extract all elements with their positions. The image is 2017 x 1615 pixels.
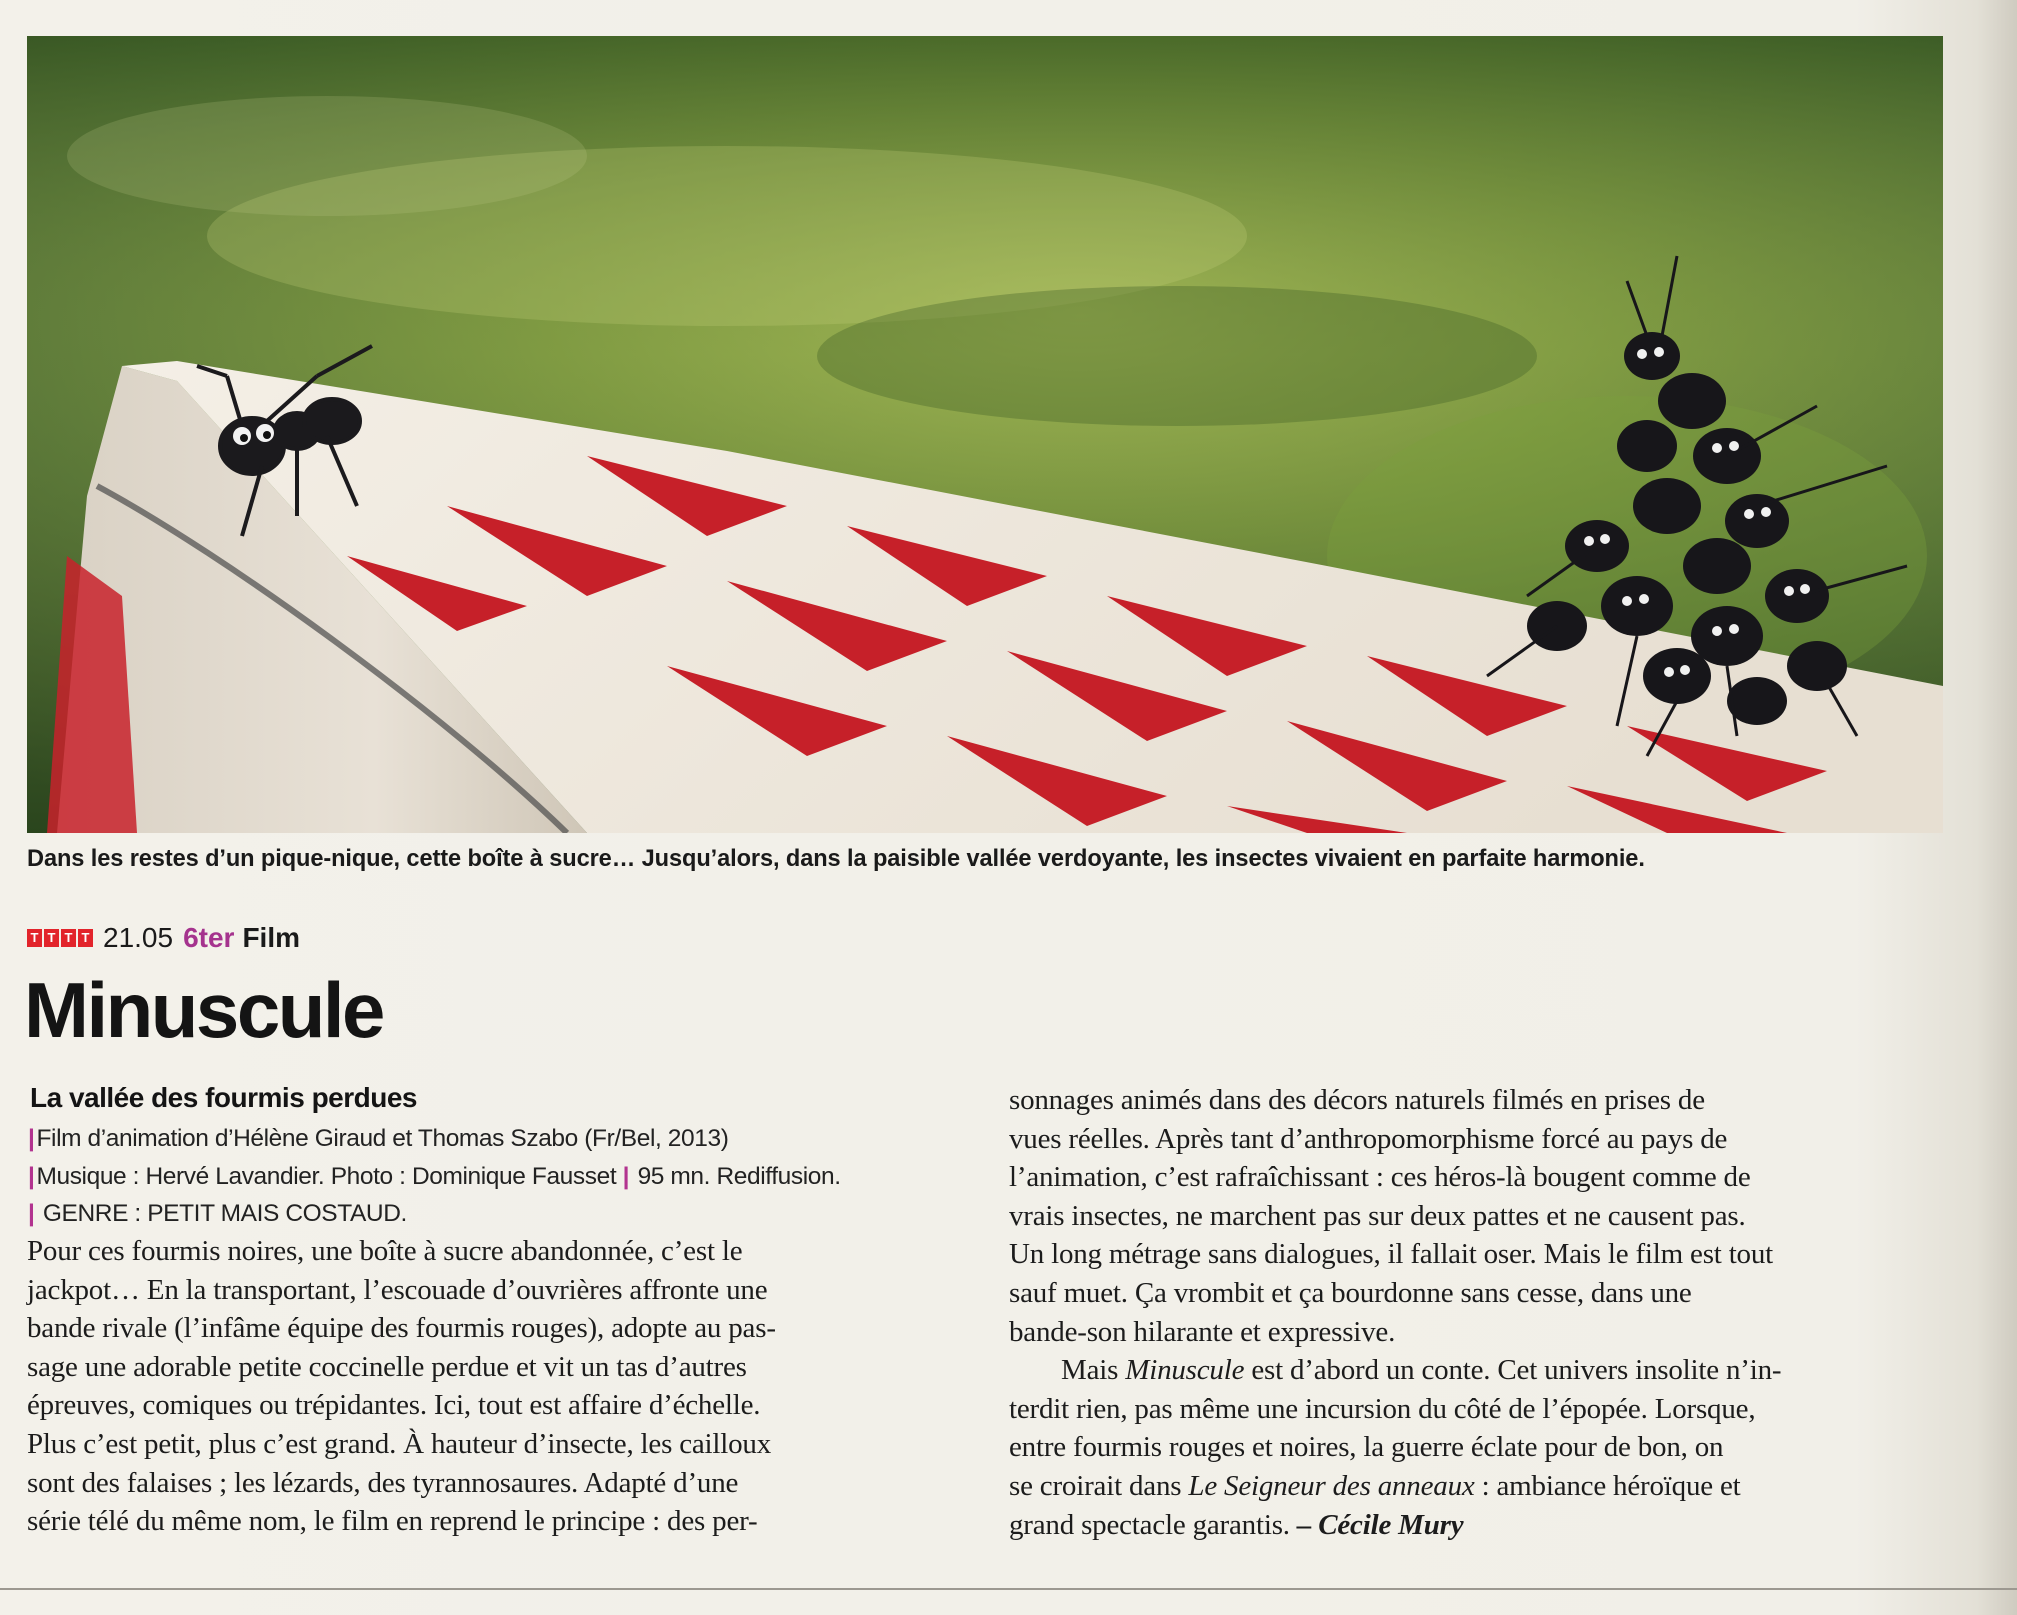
text-line: Mais Minuscule est d’abord un conte. Cet univers insolite n’in- xyxy=(1061,1354,1782,1387)
film-subtitle: La vallée des fourmis perdues xyxy=(30,1082,417,1113)
text-line: terdit rien, pas même une incursion du côté de l’épopée. Lorsque, xyxy=(1009,1392,1756,1425)
credits-line-1: |Film d’animation d’Hélène Giraud et Thomas Szabo (Fr/Bel, 2013) xyxy=(28,1125,729,1152)
bottom-rule xyxy=(0,1588,2017,1590)
text-line: vrais insectes, ne marchent pas sur deux pattes et ne causent pas. xyxy=(1009,1199,1746,1232)
film-still-photo xyxy=(27,36,1943,833)
credits-line-2: |Musique : Hervé Lavandier. Photo : Dominique Fausset | 95 mn. Rediffusion. xyxy=(28,1162,841,1190)
film-title: Minuscule xyxy=(24,966,383,1054)
text-line: Pour ces fourmis noires, une boîte à sucre abandonnée, c’est le xyxy=(27,1235,743,1267)
text-line: se croirait dans Le Seigneur des anneaux : ambiance héroïque et xyxy=(1009,1469,1741,1502)
text-line: sauf muet. Ça vrombit et ça bourdonne sans cesse, dans une xyxy=(1009,1276,1692,1309)
text-line: bande rivale (l’infâme équipe des fourmis rouges), adopte au pas- xyxy=(27,1312,776,1345)
text-line: sage une adorable petite coccinelle perdue et vit un tas d’autres xyxy=(27,1350,747,1383)
text-line: sonnages animés dans des décors naturels filmés en prises de xyxy=(1009,1084,1705,1116)
text-line: l’animation, c’est rafraîchissant : ces héros-là bougent comme de xyxy=(1009,1161,1751,1194)
text-line: série télé du même nom, le film en reprend le principe : des per- xyxy=(27,1505,758,1538)
review-column-2 xyxy=(1009,1081,1781,1544)
listing-meta xyxy=(27,920,300,956)
rating-icon: T T T T xyxy=(27,929,93,947)
ants-on-sugar-box-icon xyxy=(27,36,1943,833)
text-line: épreuves, comiques ou trépidantes. Ici, tout est affaire d’échelle. xyxy=(27,1389,761,1422)
credits-line-3: | GENRE : PETIT MAIS COSTAUD. xyxy=(28,1200,407,1227)
text-line: Un long métrage sans dialogues, il fallait oser. Mais le film est tout xyxy=(1009,1238,1774,1271)
text-line: sont des falaises ; les lézards, des tyrannosaures. Adapté d’une xyxy=(27,1466,739,1499)
photo-caption: Dans les restes d’un pique-nique, cette boîte à sucre… Jusqu’alors, dans la paisible vallée verdoyante, les insectes vivaient en parfaite harmonie. xyxy=(27,846,1645,872)
broadcast-time: 21.05 xyxy=(103,922,174,953)
listing-genre: Film xyxy=(242,922,301,953)
author-signature: – Cécile Mury xyxy=(1296,1508,1464,1541)
text-line: Plus c’est petit, plus c’est grand. À hauteur d’insecte, les cailloux xyxy=(27,1427,772,1460)
film-credits xyxy=(28,1120,841,1233)
review-column-1 xyxy=(27,1232,776,1541)
text-line: grand spectacle garantis. – Cécile Mury xyxy=(1009,1508,1464,1541)
text-line: jackpot… En la transportant, l’escouade d’ouvrières affronte une xyxy=(27,1273,768,1306)
channel-name: 6ter xyxy=(183,922,235,953)
text-line: bande-son hilarante et expressive. xyxy=(1009,1315,1396,1348)
text-line: vues réelles. Après tant d’anthropomorphisme forcé au pays de xyxy=(1009,1122,1728,1155)
text-line: entre fourmis rouges et noires, la guerre éclate pour de bon, on xyxy=(1009,1431,1724,1464)
